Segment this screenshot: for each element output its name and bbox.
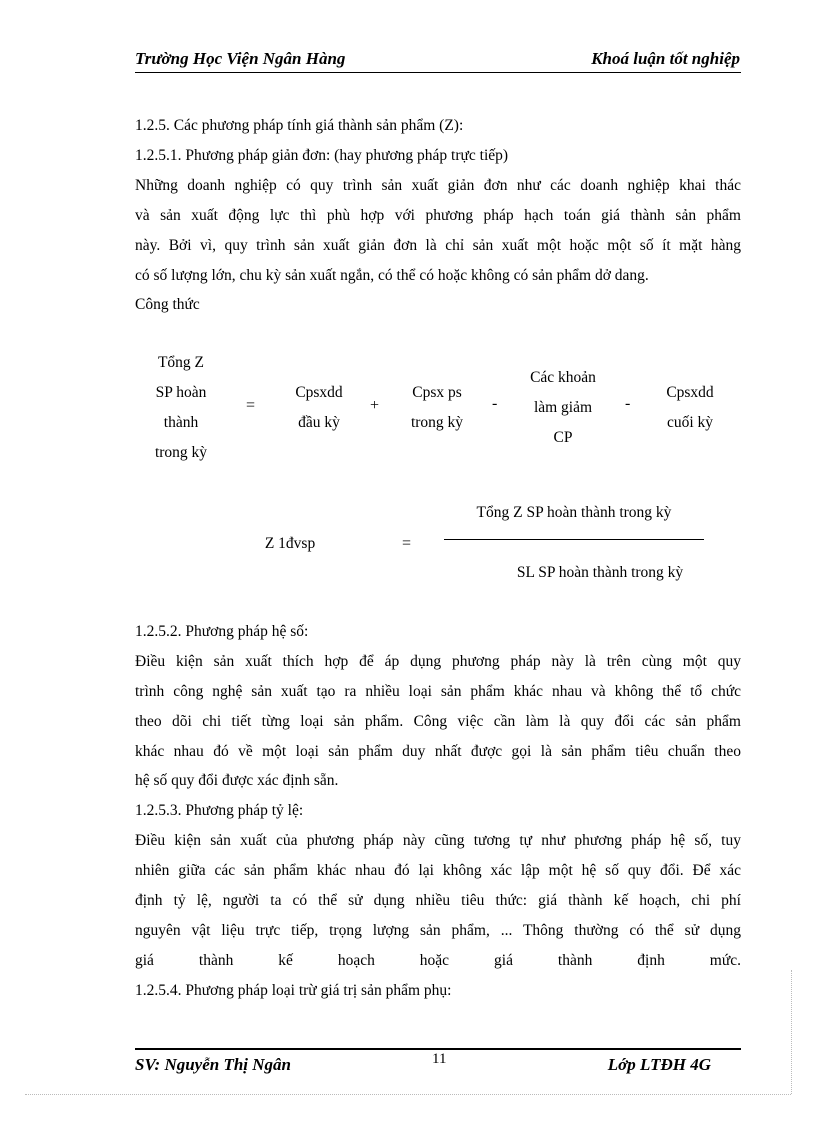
header-thesis: Khoá luận tốt nghiệp bbox=[591, 49, 740, 68]
paragraph-line: nhiên giữa các sản phẩm khác nhau đó lại không xác lập một hệ số quy đổi. Để xác bbox=[135, 862, 741, 879]
formula1-term2: Cpsx ps trong kỳ bbox=[410, 384, 464, 431]
page-edge-bottom bbox=[25, 1094, 791, 1095]
paragraph-line: Điều kiện sản xuất thích hợp để áp dụng phương pháp này là trên cùng một quy bbox=[135, 653, 741, 670]
paragraph-line: Điều kiện sản xuất của phương pháp này cũng tương tự như phương pháp hệ số, tuy bbox=[135, 832, 741, 849]
formula-label: Công thức bbox=[135, 296, 200, 313]
paragraph-line: giá thành kế hoạch hoặc giá thành định mức. bbox=[135, 952, 741, 969]
formula1-term1: Cpsxdd đầu kỳ bbox=[295, 384, 343, 431]
paragraph-line: định tỷ lệ, người ta có thể sử dụng nhiều tiêu thức: giá thành kế hoạch, chi phí bbox=[135, 892, 741, 909]
equals-sign: = bbox=[402, 535, 412, 552]
minus-sign: - bbox=[492, 395, 498, 412]
paragraph-line: Những doanh nghiệp có quy trình sản xuất giản đơn như các doanh nghiệp khai thác bbox=[135, 177, 741, 194]
paragraph-line: có số lượng lớn, chu kỳ sản xuất ngắn, có thể có hoặc không có sản phẩm dở dang. bbox=[135, 267, 649, 284]
paragraph-line: và sản xuất động lực thì phù hợp với phương pháp hạch toán giá thành sản phẩm bbox=[135, 207, 741, 224]
formula1-term3: Các khoản làm giảm CP bbox=[530, 369, 596, 446]
paragraph-line: này. Bởi vì, quy trình sản xuất giản đơn là chỉ sản xuất một hoặc một số ít mặt hàng bbox=[135, 237, 741, 254]
section-heading: 1.2.5. Các phương pháp tính giá thành sản phẩm (Z): bbox=[135, 117, 464, 134]
equals-sign: = bbox=[246, 397, 256, 414]
plus-sign: + bbox=[370, 397, 380, 414]
minus-sign: - bbox=[625, 395, 631, 412]
fraction-bar bbox=[444, 539, 704, 540]
header-school: Trường Học Viện Ngân Hàng bbox=[135, 49, 346, 68]
header-rule bbox=[135, 72, 741, 73]
formula1-term4: Cpsxdd cuối kỳ bbox=[666, 384, 714, 431]
page-edge-right bbox=[791, 970, 792, 1094]
paragraph-line: nguyên vật liệu trực tiếp, trọng lượng sản phẩm, ... Thông thường có thể sử dụng bbox=[135, 922, 741, 939]
paragraph-line: khác nhau đó về một loại sản phẩm duy nhất được gọi là sản phẩm tiêu chuẩn theo bbox=[135, 743, 741, 760]
footer-rule bbox=[135, 1048, 741, 1050]
footer-student: SV: Nguyễn Thị Ngân bbox=[135, 1055, 292, 1074]
formula2-denominator: SL SP hoàn thành trong kỳ bbox=[516, 564, 684, 581]
footer-class: Lớp LTĐH 4G bbox=[607, 1055, 711, 1074]
subsection-heading: 1.2.5.1. Phương pháp giản đơn: (hay phương pháp trực tiếp) bbox=[135, 147, 509, 164]
formula1-lhs: Tổng Z SP hoàn thành trong kỳ bbox=[154, 354, 208, 461]
paragraph-line: hệ số quy đổi được xác định sẵn. bbox=[135, 772, 339, 789]
paragraph-line: trình công nghệ sản xuất tạo ra nhiều loại sản phẩm khác nhau và không thể tổ chức bbox=[135, 683, 741, 700]
subsection-heading: 1.2.5.4. Phương pháp loại trừ giá trị sản phẩm phụ: bbox=[135, 982, 452, 999]
paragraph-line: theo dõi chi tiết từng loại sản phẩm. Công việc cần làm là quy đổi các sản phẩm bbox=[135, 713, 741, 730]
page-number: 11 bbox=[432, 1051, 447, 1067]
subsection-heading: 1.2.5.2. Phương pháp hệ số: bbox=[135, 623, 309, 640]
subsection-heading: 1.2.5.3. Phương pháp tỷ lệ: bbox=[135, 802, 304, 819]
formula2-numerator: Tổng Z SP hoàn thành trong kỳ bbox=[476, 504, 672, 521]
formula2-lhs: Z 1đvsp bbox=[264, 535, 316, 552]
